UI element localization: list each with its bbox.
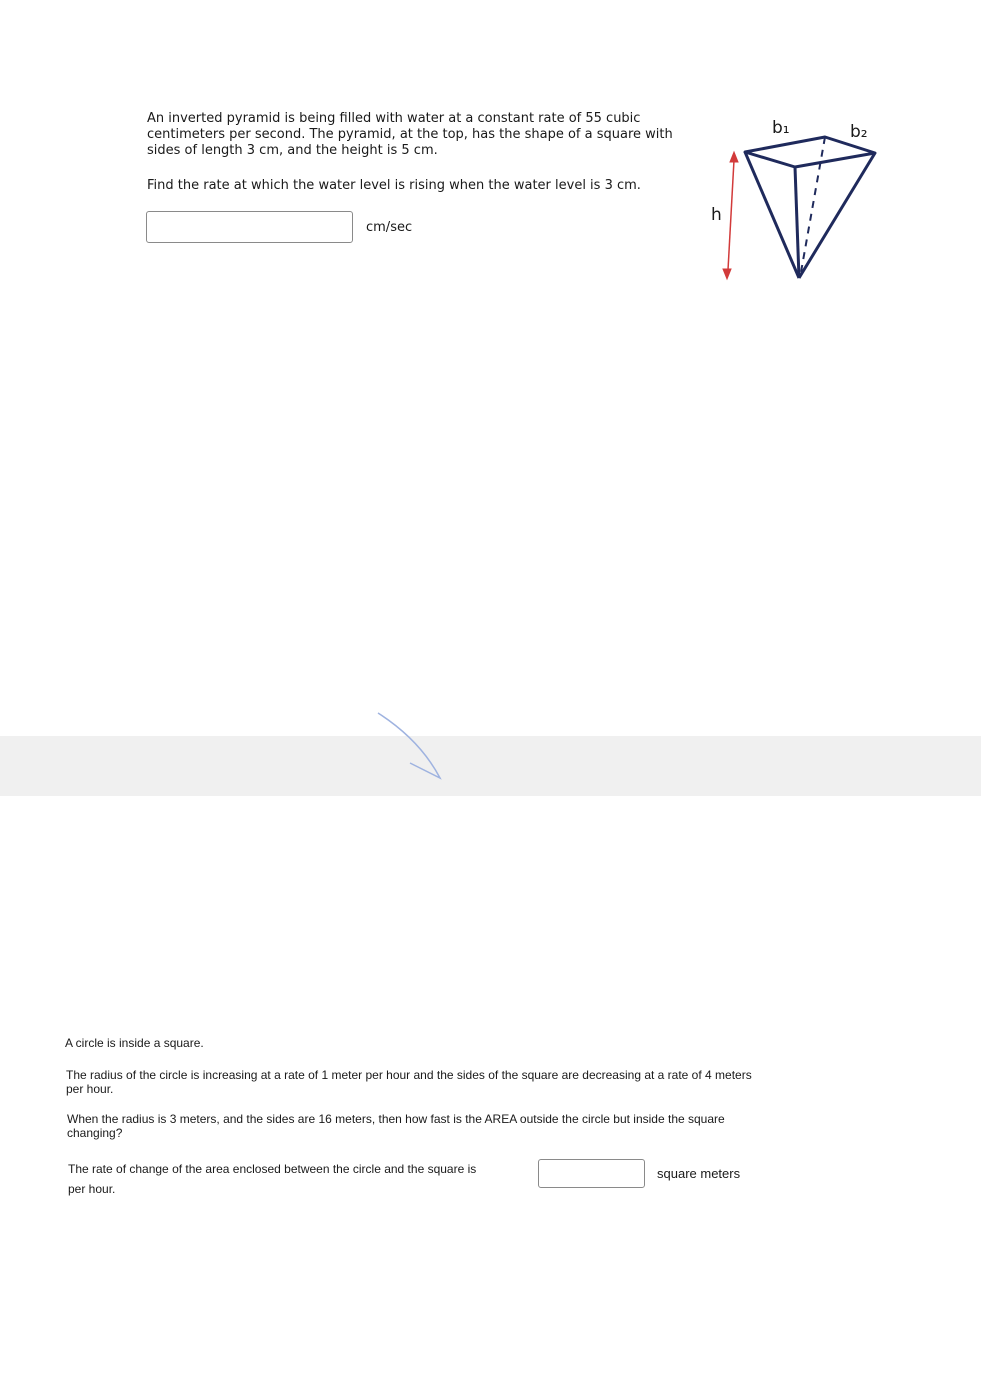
page-divider xyxy=(0,736,981,796)
problem2-line2: The radius of the circle is increasing at a rate of 1 meter per hour and the sides of the square are decreasing at a rate of 4 meters per hour. xyxy=(66,1068,752,1096)
problem1-question: Find the rate at which the water level is rising when the water level is 3 cm. xyxy=(147,178,641,193)
pyramid-shape xyxy=(745,137,875,278)
label-h: h xyxy=(711,205,722,225)
problem2-unit-suffix: per hour. xyxy=(68,1182,116,1196)
height-arrow xyxy=(723,152,738,279)
problem2-line1: A circle is inside a square. xyxy=(65,1036,204,1050)
label-b2: b₂ xyxy=(850,122,868,142)
problem2-answer-prefix: The rate of change of the area enclosed between the circle and the square is xyxy=(68,1162,477,1176)
label-b1: b₁ xyxy=(772,118,790,138)
problem2-unit: square meters xyxy=(657,1166,741,1181)
problem1-unit: cm/sec xyxy=(366,220,413,235)
problem2-answer-input[interactable] xyxy=(538,1159,645,1188)
problem1-text: An inverted pyramid is being filled with water at a constant rate of 55 cubic centimeters per second. The pyramid, at the top, has the shape of a square with sides of length 3 cm, and the height is 5 cm. xyxy=(147,111,673,158)
pyramid-diagram-svg xyxy=(0,0,981,300)
problem2-line3: When the radius is 3 meters, and the sides are 16 meters, then how fast is the AREA outside the circle but inside the square changing? xyxy=(67,1112,725,1140)
